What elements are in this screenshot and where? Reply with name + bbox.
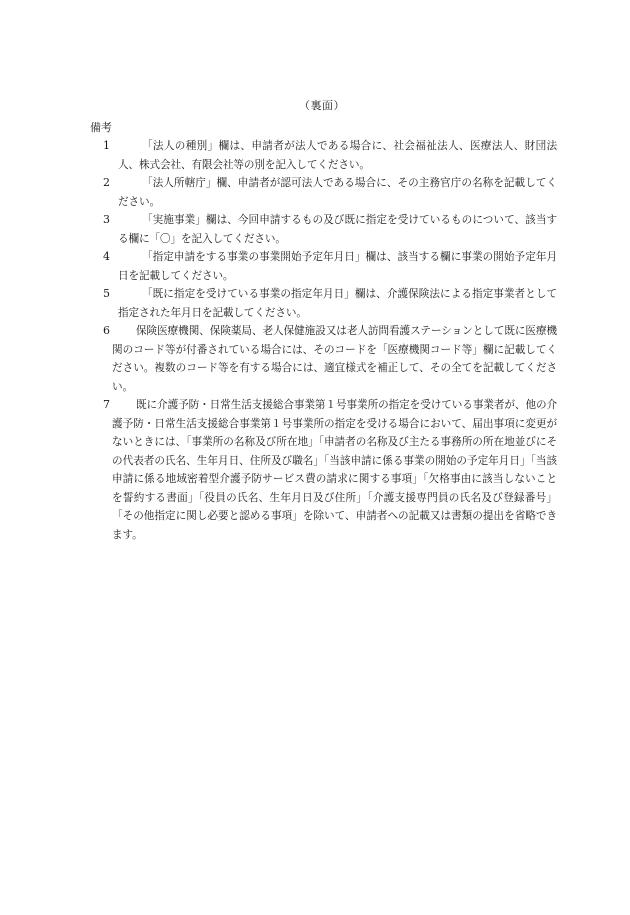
remarks-title: 備考 (90, 121, 112, 134)
remark-text: 「指定申請をする事業の事業開始予定年月日」欄は、該当する欄に事業の開始予定年月日を記載してください。 (118, 251, 557, 282)
remark-item-1 (0, 137, 630, 174)
remark-number: 2 (103, 176, 110, 189)
remark-number: 5 (103, 287, 110, 300)
page-side-label: （裏面） (299, 99, 345, 112)
remark-number: 1 (103, 139, 110, 152)
remark-item-6 (0, 322, 630, 396)
remark-text: 「法人の種別」欄は、申請者が法人である場合に、社会福祉法人、医療法人、財団法人、株式会社、有限会社等の別を記入してください。 (118, 140, 557, 171)
remark-number: 7 (103, 398, 110, 411)
remark-number: 4 (103, 250, 110, 263)
remark-text: 「実施事業」欄は、今回申請するもの及び既に指定を受けているものについて、該当する欄に「〇」を記入してください。 (118, 214, 557, 245)
remark-item-2 (0, 174, 630, 211)
remark-item-3 (0, 211, 630, 248)
remark-number: 3 (103, 213, 110, 226)
remarks-list (0, 137, 630, 544)
remark-item-5 (0, 285, 630, 322)
remark-number: 6 (103, 324, 110, 337)
remark-text: 「既に指定を受けている事業の指定年月日」欄は、介護保険法による指定事業者として指定された年月日を記載してください。 (118, 288, 557, 319)
remark-item-4 (0, 248, 630, 285)
remark-text: 保険医療機関、保険薬局、老人保健施設又は老人訪問看護ステーションとして既に医療機関のコード等が付番されている場合には、そのコードを「医療機関コード等」欄に記載してください。複数のコード等を有する場合には、適宜様式を補正して、その全てを記載してください。 (112, 325, 557, 393)
remark-text: 「法人所轄庁」欄、申請者が認可法人である場合に、その主務官庁の名称を記載してください。 (118, 177, 557, 208)
remark-text: 既に介護予防・日常生活支援総合事業第１号事業所の指定を受けている事業者が、他の介護予防・日常生活支援総合事業第１号事業所の指定を受ける場合において、届出事項に変更がないときには、「事業所の名称及び所在地」「申請者の名称及び主たる事務所の所在地並びにその代表者の氏名、生年月日、住所及び職名」「当該申請に係る事業の開始の予定年月日」「当該申請に係る地域密着型介護予防サービス費の請求に関する事項」「欠格事由に該当しないことを誓約する書面」「役員の氏名、生年月日及び住所」「介護支援専門員の氏名及び登録番号」「その他指定に関し必要と認める事項」を除いて、申請者への記載又は書類の提出を省略できます。 (112, 399, 557, 541)
remark-item-7 (0, 396, 630, 544)
